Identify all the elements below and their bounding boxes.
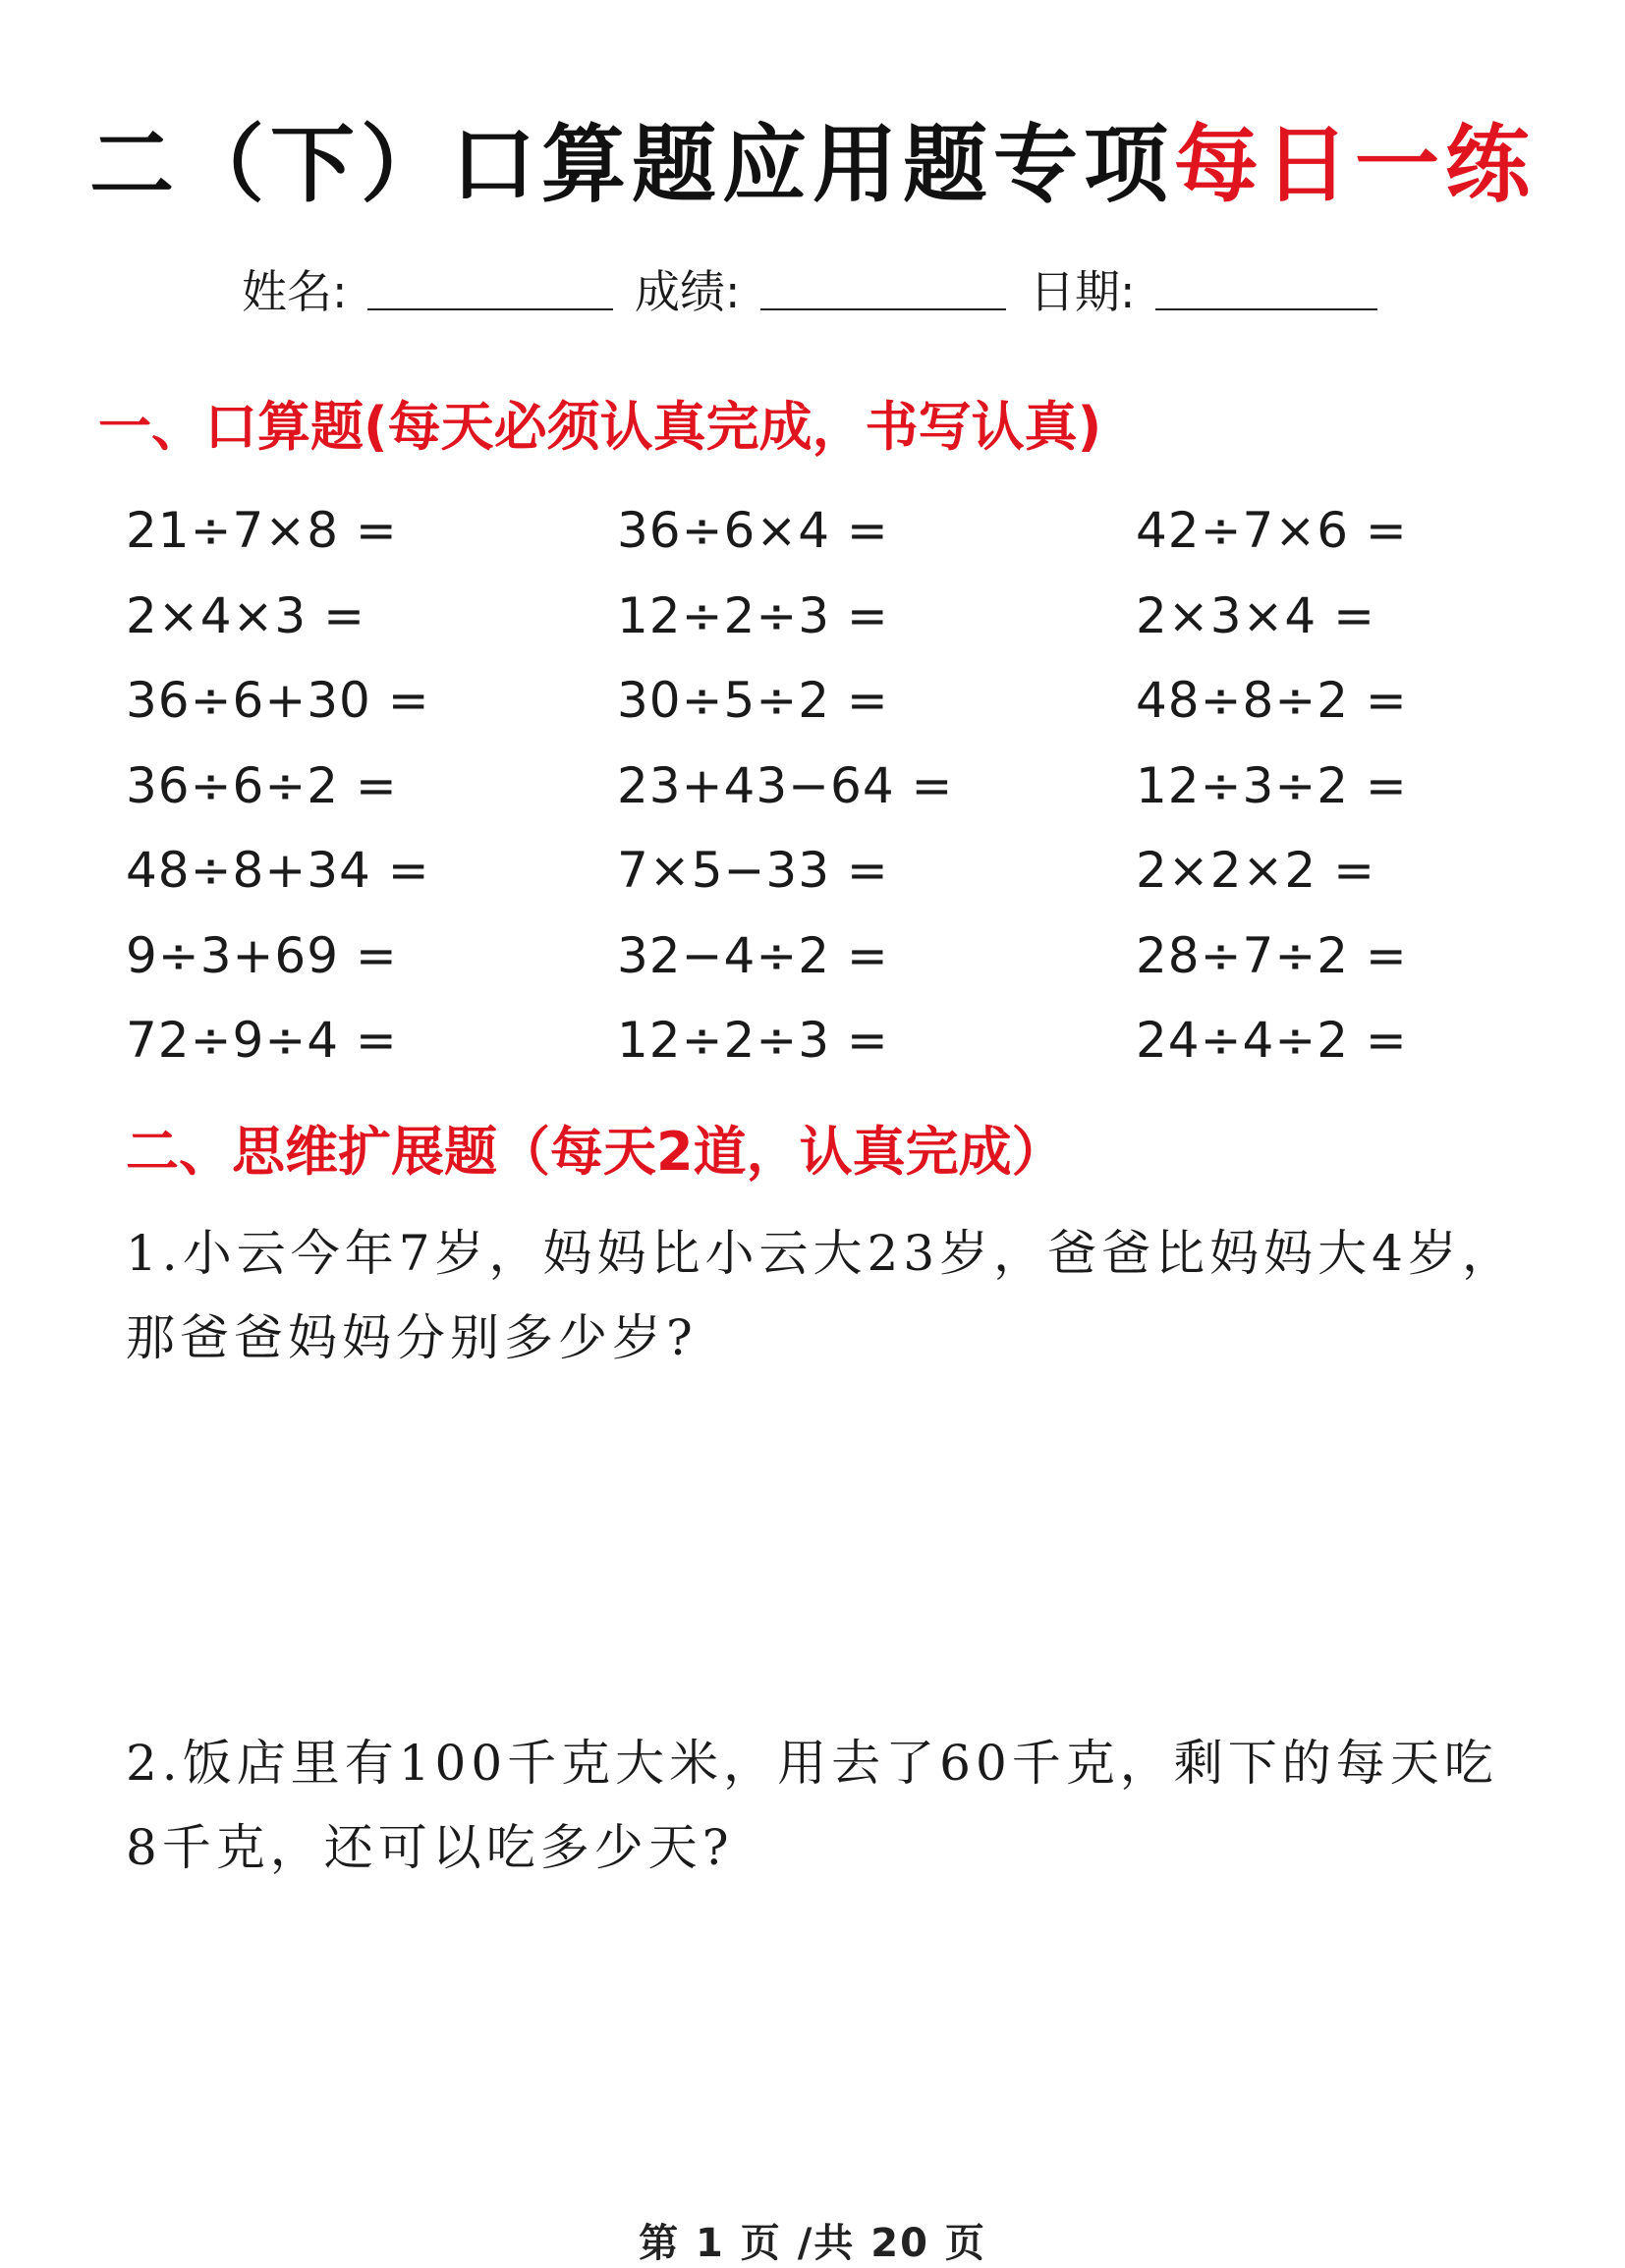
word-problem-1 <box>126 1211 1521 1380</box>
page-number: 第 1 页 /共 20 页 <box>639 2221 986 2266</box>
calc-item: 12÷3÷2 = <box>1136 756 1408 814</box>
answer-space-1[interactable] <box>126 1395 1521 1719</box>
calc-item: 30÷5÷2 = <box>617 672 889 729</box>
calc-item: 2×2×2 = <box>1136 842 1376 899</box>
title-main: 二（下）口算题应用题专项 <box>89 116 1174 214</box>
title-highlight: 每日一练 <box>1174 116 1536 214</box>
answer-space-2[interactable] <box>126 1906 1521 2190</box>
calc-item: 36÷6+30 = <box>126 672 430 729</box>
question-line: 2.饭店里有100千克大米，用去了60千克，剩下的每天吃 <box>126 1735 1498 1792</box>
score-label: 成绩: <box>635 265 741 318</box>
question-line: 1.小云今年7岁，妈妈比小云大23岁，爸爸比妈妈大4岁， <box>126 1225 1516 1282</box>
name-blank[interactable] <box>367 308 613 310</box>
calc-item: 36÷6÷2 = <box>126 756 398 814</box>
question-line: 那爸爸妈妈分别多少岁? <box>126 1309 698 1366</box>
calc-item: 2×4×3 = <box>126 586 366 644</box>
calc-item: 36÷6×4 = <box>617 502 889 559</box>
word-problem-2 <box>126 1721 1521 1890</box>
calc-row <box>126 751 1501 837</box>
calc-item: 7×5−33 = <box>617 842 889 899</box>
section-1-heading: 一、口算题(每天必须认真完成，书写认真) <box>98 396 1102 458</box>
calc-item: 12÷2÷3 = <box>617 586 889 644</box>
calc-row <box>126 666 1501 751</box>
calc-item: 2×3×4 = <box>1136 586 1376 644</box>
date-blank[interactable] <box>1155 308 1377 310</box>
calc-row <box>126 836 1501 921</box>
calc-row <box>126 921 1501 1007</box>
mental-math-grid <box>126 496 1501 1091</box>
calc-item: 28÷7÷2 = <box>1136 926 1408 984</box>
score-blank[interactable] <box>760 308 1006 310</box>
calc-row <box>126 496 1501 581</box>
section-2-heading: 二、思维扩展题（每天2道，认真完成） <box>126 1121 1065 1183</box>
question-line: 8千克，还可以吃多少天? <box>126 1819 734 1876</box>
calc-item: 12÷2÷3 = <box>617 1012 889 1069</box>
calc-item: 23+43−64 = <box>617 756 954 814</box>
calc-item: 48÷8÷2 = <box>1136 672 1408 729</box>
calc-item: 42÷7×6 = <box>1136 502 1408 559</box>
calc-row <box>126 1006 1501 1091</box>
calc-item: 72÷9÷4 = <box>126 1012 398 1069</box>
calc-row <box>126 581 1501 667</box>
calc-item: 21÷7×8 = <box>126 502 398 559</box>
calc-item: 9÷3+69 = <box>126 926 398 984</box>
date-label: 日期: <box>1030 265 1136 318</box>
name-label: 姓名: <box>242 265 348 318</box>
student-info <box>242 257 1421 326</box>
page-title <box>0 106 1625 224</box>
calc-item: 48÷8+34 = <box>126 842 430 899</box>
calc-item: 24÷4÷2 = <box>1136 1012 1408 1069</box>
calc-item: 32−4÷2 = <box>617 926 889 984</box>
